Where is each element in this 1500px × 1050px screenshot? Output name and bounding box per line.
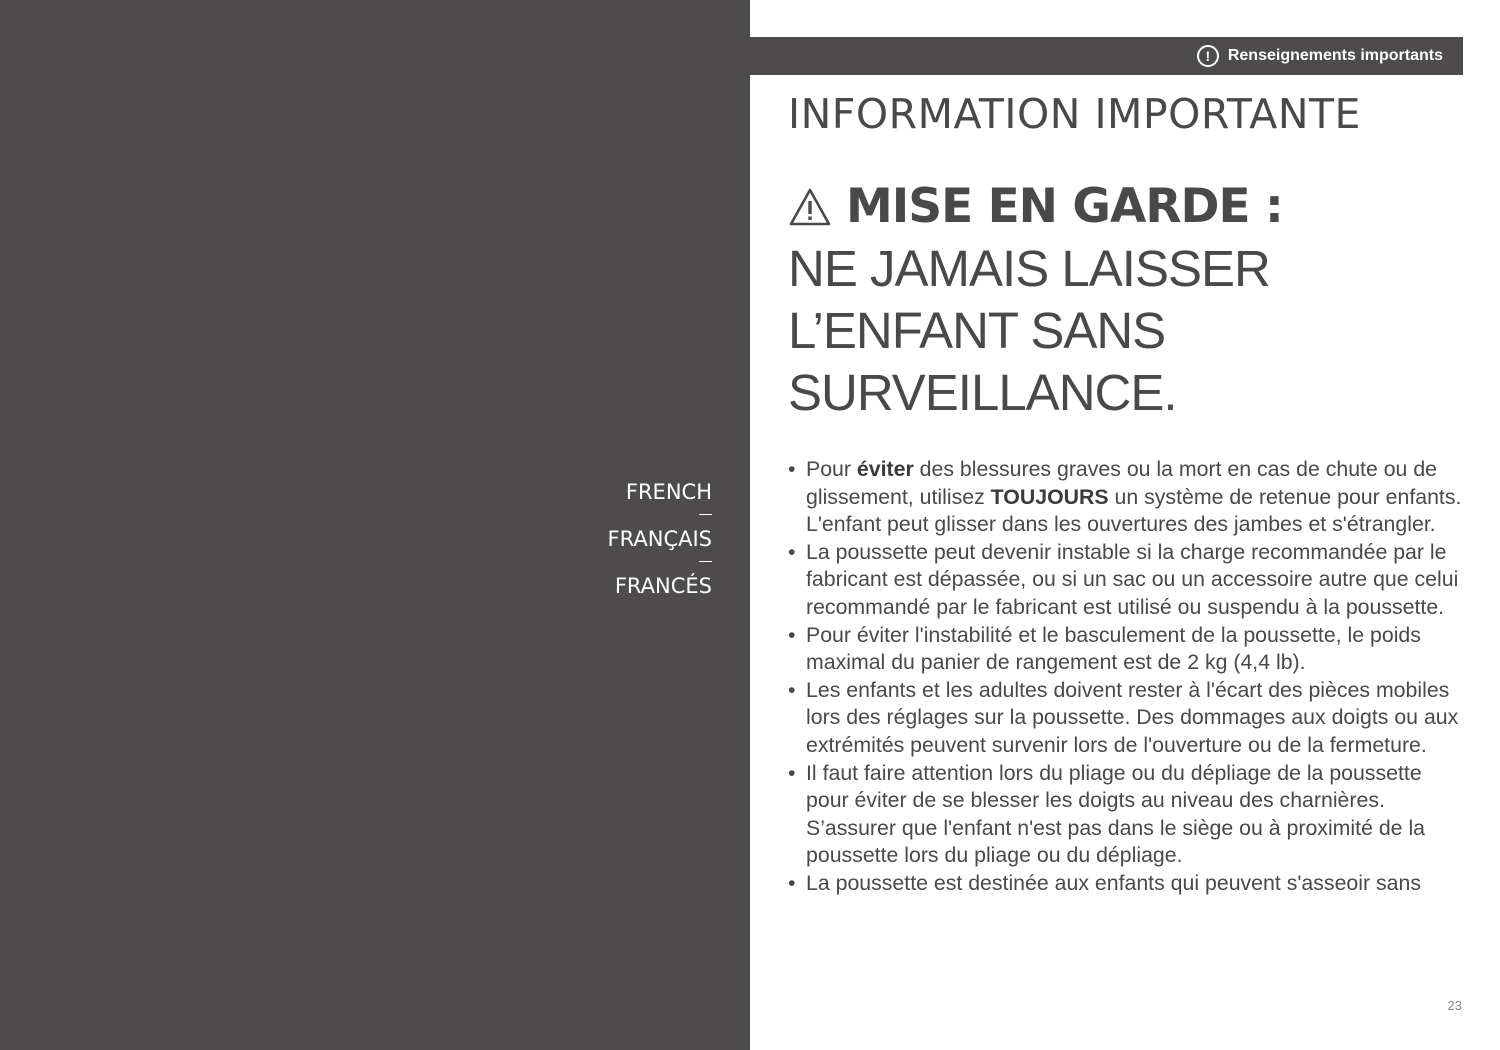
section-header-label: Renseignements importants	[1227, 47, 1443, 64]
warning-line: SURVEILLANCE.	[788, 364, 1177, 421]
bullet-item: • La poussette est destinée aux enfants qui peuvent s'asseoir sans	[788, 870, 1463, 898]
bullet-item: • La poussette peut devenir instable si la charge recommandée par le fabricant est dépassée, ou si un sac ou un accessoire autre que celui recommandé par le fabricant est utilisé ou suspendu à la poussette.	[788, 539, 1463, 622]
warning-heading: MISE EN GARDE :	[846, 179, 1283, 234]
language-divider	[608, 506, 712, 525]
bullet-item: • Il faut faire attention lors du pliage ou du dépliage de la poussette pour éviter de se blesser les doigts au niveau des charnières. S’assurer que l'enfant n'est pas dans le siège ou à proximité de la poussette lors du pliage ou du dépliage.	[788, 760, 1463, 870]
page-number: 23	[1447, 998, 1462, 1013]
section-header	[1197, 37, 1443, 75]
language-english: FRENCH	[625, 480, 712, 504]
bullet-item: • Pour éviter l'instabilité et le basculement de la poussette, le poids maximal du panier de rangement est de 2 kg (4,4 lb).	[788, 622, 1463, 677]
language-spanish: FRANCÉS	[614, 574, 712, 598]
warning-line: NE JAMAIS LAISSER	[788, 240, 1270, 297]
language-list	[608, 478, 712, 600]
page-title: INFORMATION IMPORTANTE	[788, 90, 1361, 138]
warning-line: L’ENFANT SANS	[788, 302, 1166, 359]
bullet-item: • Pour éviter des blessures graves ou la mort en cas de chute ou de glissement, utilisez TOUJOURS un système de retenue pour enfants. L'enfant peut glisser dans les ouvertures des jambes et s'étrangler.	[788, 456, 1463, 539]
warning-message	[788, 238, 1283, 424]
warning-block	[788, 176, 1283, 424]
exclamation-circle-icon: !	[1197, 45, 1219, 67]
safety-bullet-list	[788, 456, 1463, 898]
warning-heading-row	[788, 176, 1283, 238]
language-divider	[608, 553, 712, 572]
bullet-item: • Les enfants et les adultes doivent rester à l'écart des pièces mobiles lors des réglages sur la poussette. Des dommages aux doigts ou aux extrémités peuvent survenir lors de l'ouverture ou de la fermeture.	[788, 677, 1463, 760]
section-header-bar	[750, 37, 1463, 75]
language-french: FRANÇAIS	[607, 527, 712, 551]
warning-triangle-icon	[788, 187, 832, 227]
